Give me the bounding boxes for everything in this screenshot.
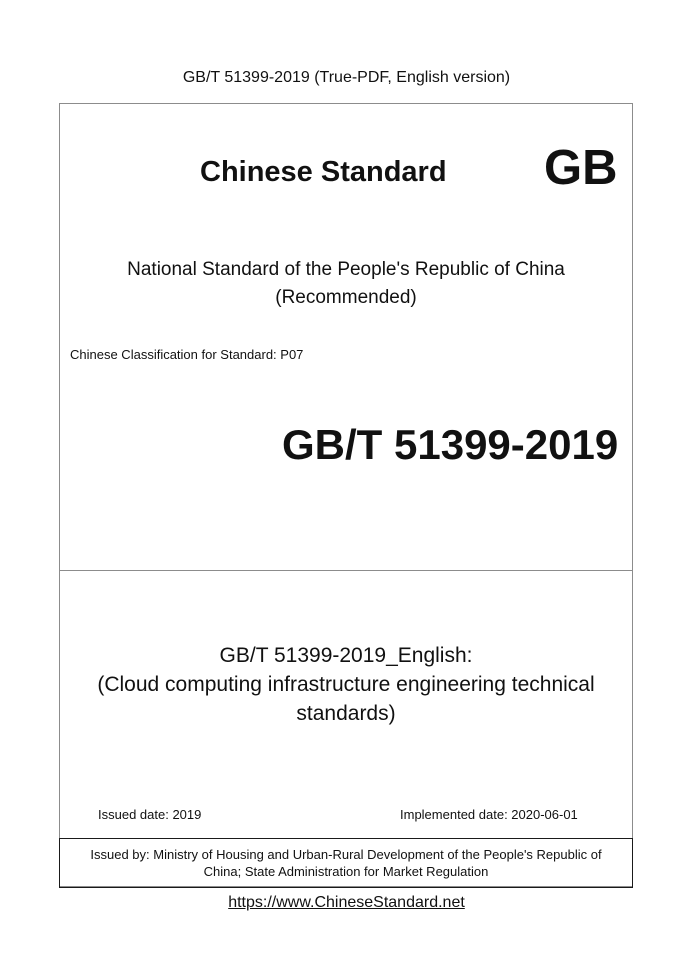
- document-header: GB/T 51399-2019 (True-PDF, English version): [182, 69, 511, 86]
- national-standard-line: National Standard of the People's Republic of China: [127, 259, 565, 280]
- classification-label: Chinese Classification for Standard: P07: [70, 347, 304, 362]
- english-title-line: (Cloud computing infrastructure engineering technical: [97, 673, 595, 696]
- cover-divider: [59, 570, 633, 571]
- implemented-date: Implemented date: 2020-06-01: [400, 807, 578, 822]
- recommended-line: (Recommended): [275, 287, 417, 308]
- issuer-text: [59, 846, 633, 880]
- website-link[interactable]: https://www.ChineseStandard.net: [228, 894, 465, 911]
- english-title-line: standards): [296, 702, 396, 725]
- national-standard-label: [59, 256, 633, 312]
- gb-mark: GB: [544, 141, 618, 195]
- issued-date: Issued date: 2019: [98, 807, 202, 822]
- english-title-line: GB/T 51399-2019_English:: [219, 644, 473, 667]
- issuer-line: China; State Administration for Market Regulation: [203, 864, 489, 879]
- cover-frame: [59, 103, 633, 887]
- standard-code: GB/T 51399-2019: [282, 421, 619, 468]
- english-title: [59, 641, 633, 728]
- cover-heading: Chinese Standard: [200, 156, 447, 188]
- issuer-line: Issued by: Ministry of Housing and Urban-Rural Development of the People's Republic of: [90, 847, 602, 862]
